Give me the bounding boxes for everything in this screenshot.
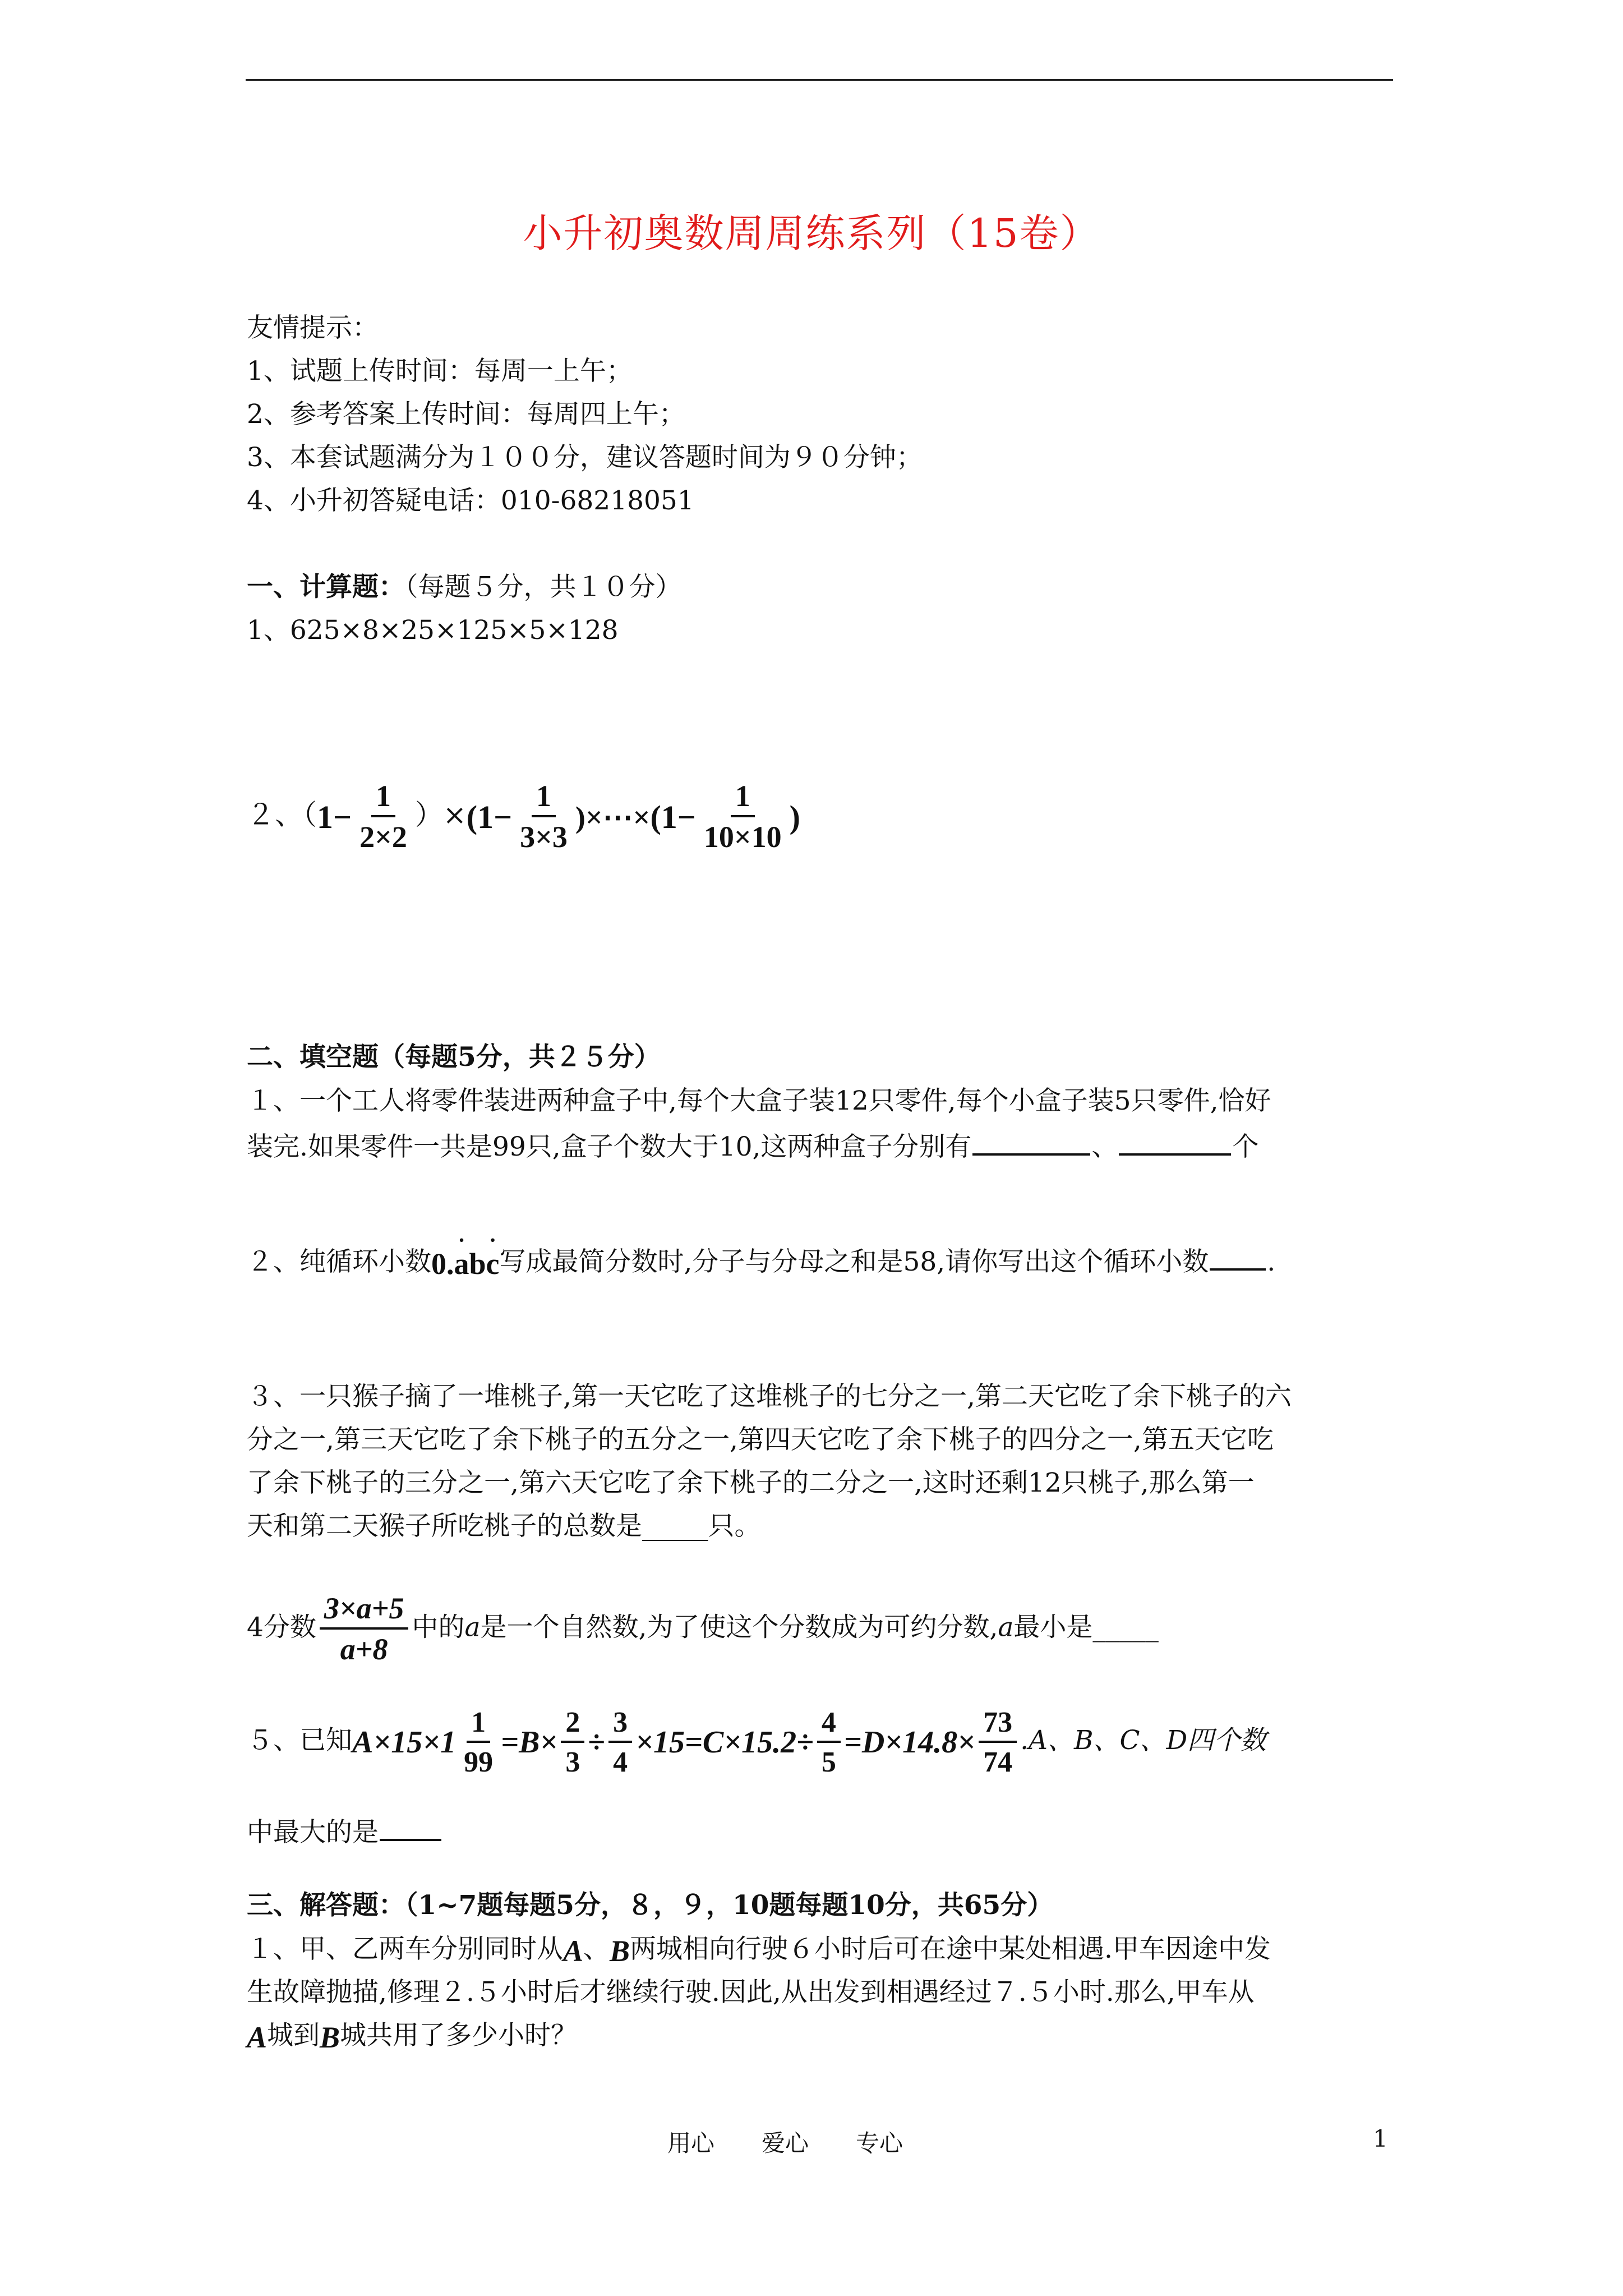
s2-q4-numerator: 3×a+5 [320, 1592, 409, 1630]
s2-q2-digit-c: · c [486, 1247, 500, 1281]
s2-q5-expr-C: ×15=C×15.2÷ [635, 1725, 814, 1760]
s3-q1-line1 [247, 1932, 1271, 1968]
s3-q1-pre: １、甲、乙两车分别同时从 [247, 1934, 563, 1964]
s3-q1-city-B: B [320, 2021, 340, 2054]
s2-q5-f3-den: 4 [613, 1746, 628, 1779]
s2-q3-line: ３、一只猴子摘了一堆桃子,第一天它吃了这堆桃子的七分之一,第二天它吃了余下桃子的六 [247, 1381, 1292, 1412]
q2-f3-denominator: 10×10 [703, 820, 782, 854]
q2-f3-numerator: 1 [731, 780, 755, 817]
section1-heading: 一、计算题： [247, 572, 405, 602]
s2-q2-text-post: 写成最简分数时,分子与分母之和是58,请你写出这个循环小数 [499, 1246, 1209, 1277]
s3-q1-line3-post: 城共用了多少小时？ [340, 2020, 578, 2051]
s2-q5-expr-D: =D×14.8× [843, 1725, 976, 1760]
header-rule [246, 79, 1393, 81]
s2-q2-integer-part: 0. [431, 1247, 454, 1281]
s2-q5-pre: ５、已知 [247, 1725, 352, 1756]
page-number: 1 [1373, 2125, 1388, 2152]
s2-q5-divide: ÷ [588, 1725, 606, 1760]
s3-q1-line3 [247, 2019, 577, 2054]
s3-q1-city-A: A [247, 2021, 268, 2054]
s2-q5-fraction-3 [608, 1706, 632, 1778]
s2-q5-post: .A、B、C、D四个数 [1020, 1725, 1267, 1756]
s2-q1-separator: 、 [1091, 1131, 1118, 1162]
s2-q3-line: 天和第二天猴子所吃桃子的总数是_____只。 [247, 1511, 761, 1542]
s2-q3-line: 分之一,第三天它吃了余下桃子的五分之一,第四天它吃了余下桃子的四分之一,第五天它吃 [247, 1424, 1274, 1455]
s2-q4-post: 是一个自然数,为了使这个分数成为可约分数, [480, 1612, 998, 1643]
page-title: 小升初奥数周周练系列（15卷） [523, 210, 1100, 256]
s2-q5-line2 [247, 1813, 442, 1849]
s3-q1-line2: 生故障抛描,修理２.５小时后才继续行驶.因此,从出发到相遇经过７.５小时.那么,甲车从 [247, 1977, 1255, 2008]
s2-q2-decimal [431, 1247, 500, 1281]
s3-q1-sep: 、 [583, 1934, 610, 1964]
s2-q5-expr-A: A×15×1 [352, 1725, 457, 1760]
s2-q4-mid: 中的 [412, 1612, 465, 1643]
s2-q5-line2-text: 中最大的是 [247, 1817, 379, 1848]
q2-label: ２、（ [247, 798, 317, 831]
s2-q5-fraction-5 [979, 1706, 1017, 1778]
s2-q4-var: a [464, 1612, 481, 1643]
s2-q2-line [247, 1243, 1275, 1281]
s2-q5-fraction-2 [561, 1706, 584, 1778]
q2-end: ) [789, 798, 800, 835]
s2-q5-f2-num: 2 [561, 1706, 584, 1743]
q2-mid-1: ）× [414, 798, 467, 831]
s2-q1-line1: １、一个工人将零件装进两种盒子中,每个大盒子装12只零件,每个小盒子装5只零件,恰好 [247, 1085, 1271, 1116]
s2-q2-digit-b: b [469, 1247, 486, 1281]
s2-q2-digit-a: · a [454, 1247, 469, 1281]
footer-motto: 用心 爱心 专心 [667, 2129, 903, 2157]
tip-item: 2、参考答案上传时间：每周四上午； [247, 399, 685, 430]
s2-q5-f2-den: 3 [565, 1746, 580, 1779]
s2-q5-expr-B: =B× [501, 1725, 558, 1760]
answer-blank [1210, 1243, 1266, 1271]
tips-heading: 友情提示： [247, 312, 379, 343]
s2-q1-line2 [247, 1128, 1258, 1164]
s2-q1-text: 装完.如果零件一共是99只,盒子个数大于10,这两种盒子分别有 [247, 1131, 972, 1162]
s3-q1-post: 两城相向行驶６小时后可在途中某处相遇.甲车因途中发 [630, 1934, 1271, 1964]
s2-q5-f5-den: 74 [983, 1746, 1013, 1779]
s2-q5-f4-num: 4 [817, 1706, 841, 1743]
s2-q5-f4-den: 5 [821, 1746, 836, 1779]
s2-q4-line [247, 1592, 1159, 1667]
q2-one-a: 1− [317, 798, 352, 835]
page-footer [0, 2125, 1623, 2159]
s3-q1-line3-mid: 城到 [267, 2020, 320, 2051]
s3-q1-city-A: A [563, 1934, 584, 1968]
q2-fraction-1 [355, 780, 412, 854]
s2-q5-f3-num: 3 [608, 1706, 632, 1743]
s2-q5-fraction-1 [459, 1706, 497, 1778]
answer-blank [1119, 1128, 1231, 1156]
answer-blank [972, 1128, 1090, 1156]
q2-mid-2: )×⋯× [575, 800, 651, 834]
s2-q5-f1-num: 1 [467, 1706, 490, 1743]
s2-q5-f1-den: 99 [464, 1746, 494, 1779]
s2-q4-var: a [998, 1612, 1014, 1643]
q2-one-c: (1− [650, 798, 696, 835]
s3-q1-city-B: B [610, 1934, 630, 1968]
q2-f2-denominator: 3×3 [520, 820, 568, 854]
section1-heading-line [247, 570, 682, 604]
s2-q4-end: 最小是_____ [1013, 1612, 1159, 1643]
section2-heading: 二、填空题（每题5分，共２５分） [247, 1042, 661, 1073]
tip-item: 4、小升初答疑电话：010-68218051 [247, 485, 694, 516]
q2-f2-numerator: 1 [532, 780, 556, 817]
s2-q4-denominator: a+8 [340, 1632, 388, 1667]
section3-heading: 三、解答题：（1~7题每题5分，８，９，10题每题10分，共65分） [247, 1890, 1054, 1921]
q2-f1-denominator: 2×2 [359, 820, 407, 854]
section1-question-1: 1、625×8×25×125×5×128 [247, 615, 619, 646]
answer-blank [380, 1813, 441, 1841]
s2-q2-text-pre: ２、纯循环小数 [247, 1246, 431, 1277]
q2-fraction-3 [699, 780, 786, 854]
s2-q5-line1 [247, 1706, 1266, 1778]
q2-fraction-2 [515, 780, 572, 854]
s2-q1-end: 个 [1232, 1131, 1259, 1162]
tip-item: 1、试题上传时间：每周一上午； [247, 356, 633, 386]
section1-note: （每题５分，共１０分） [405, 572, 682, 602]
q2-f1-numerator: 1 [371, 780, 395, 817]
q2-one-b: (1− [466, 798, 513, 835]
s2-q4-pre: 4分数 [247, 1612, 316, 1643]
s2-q3-line: 了余下桃子的三分之一,第六天它吃了余下桃子的二分之一,这时还剩12只桃子,那么第一 [247, 1467, 1255, 1498]
section1-question-2 [247, 780, 800, 854]
s2-q5-f5-num: 73 [979, 1706, 1017, 1743]
tip-item: 3、本套试题满分为１００分，建议答题时间为９０分钟； [247, 442, 923, 473]
s2-q5-fraction-4 [817, 1706, 841, 1778]
s2-q4-fraction [320, 1592, 409, 1667]
s2-q2-end: . [1267, 1246, 1276, 1277]
